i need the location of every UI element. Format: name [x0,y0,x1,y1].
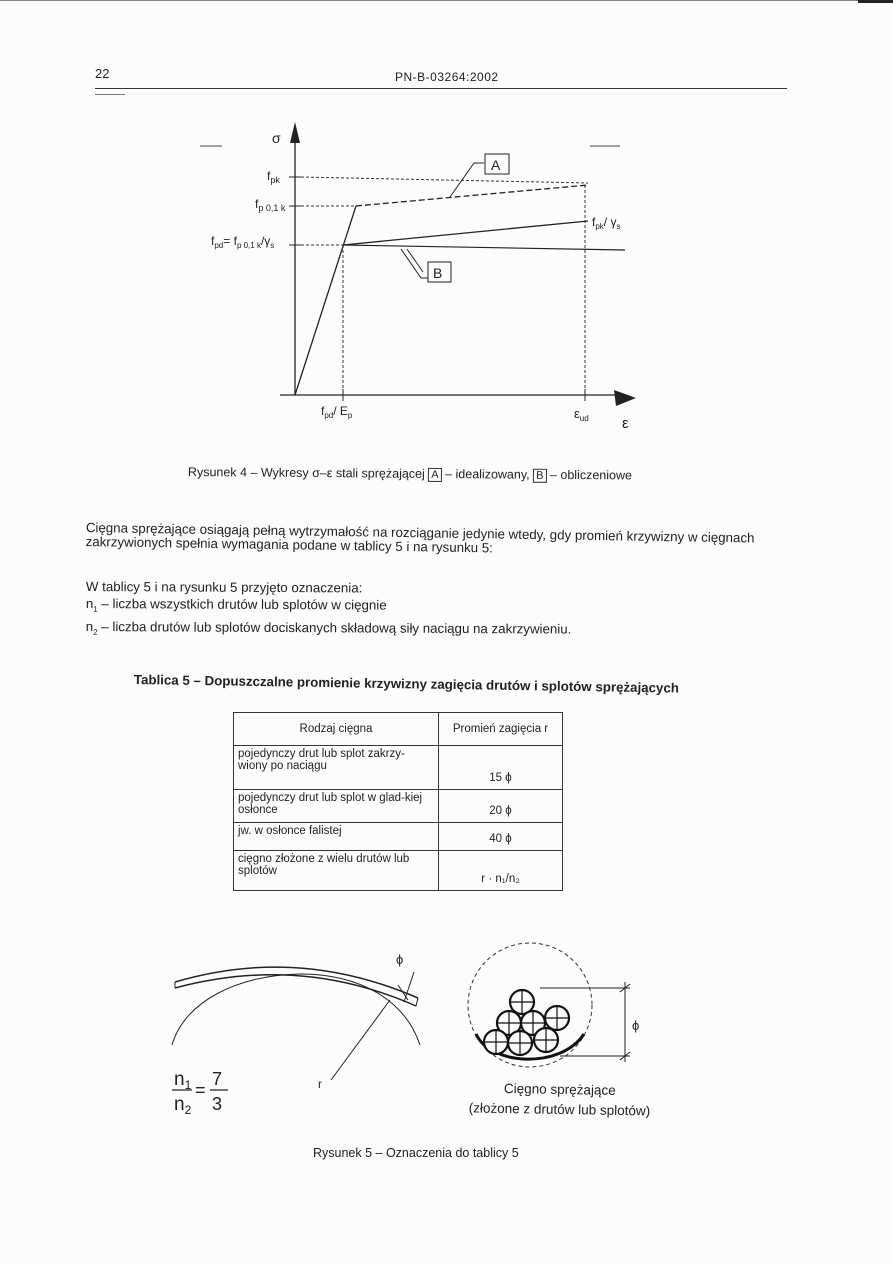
table5-title: Tablica 5 – Dopuszczalne promienie krzywizny zagięcia drutów i splotów sprężających [133,672,680,696]
table5 [233,712,563,891]
page-number: 22 [95,66,110,81]
phi-leader [404,972,414,1002]
svg-text:B: B [433,265,443,281]
ratio-eq: = [195,1080,206,1100]
label-fp01k: $f_{p 0,1 k}$ [255,197,286,213]
sigma-label: σ [272,130,281,146]
notation-list [86,578,786,644]
tendon-lower [175,975,416,1006]
notation-n2: $n_2$ – liczba drutów lub splotów dociskanych składową siły naciągu na zakrzywieniu. [85,618,572,637]
table-row: jw. w osłonce falistej 40 ϕ [234,823,563,851]
ratio-n1: $n_1$ [174,1069,192,1092]
table-header-row [234,713,563,746]
curve-B-design-flat [343,245,625,250]
sigma-axis-arrow [290,122,300,143]
label-eud: $\varepsilon_{ud}$ [574,406,589,423]
table-row: pojedynczy drut lub splot w glad-kiej osłonce 20 ϕ [234,790,563,823]
figure5-caption: Rysunek 5 – Oznaczenia do tablicy 5 [313,1146,519,1160]
header-type: Rodzaj cięgna [234,713,439,746]
ratio-n2: $n_2$ [174,1094,192,1117]
svg-text:A: A [491,157,501,173]
header-radius: Promień zagięcia r [439,713,563,746]
label-fpk-gamma: $f_{pk}/$ $\gamma_s$ [592,215,621,231]
curve-A-idealized [356,185,588,206]
figure4-caption: Rysunek 4 – Wykresy σ–ε stali sprężającej A – idealizowany, B – obliczeniowe [187,465,633,483]
radius-label: r [318,1077,322,1091]
svg-text:ϕ: ϕ [396,952,404,967]
curve-B-design-rising [343,221,588,245]
figure5-drawing [0,930,893,1130]
ratio-num: 7 [212,1069,223,1089]
notation-intro: W tablicy 5 i na rysunku 5 przyjęto oznaczenia: [85,579,363,596]
standard-code: PN-B-03264:2002 [395,70,499,84]
table-row: cięgno złożone z wielu drutów lub splotów r · n₁/n₂ [234,851,563,891]
leader-B [401,249,428,278]
epsilon-axis-arrow [614,390,636,406]
epsilon-label: ε [622,415,629,432]
label-fpd-def: $f_{pd}= f_{p 0,1 k}/\gamma_s$ [211,234,275,250]
label-fpk: $f_{pk}$ [267,169,280,185]
fpk-dashed [301,177,588,183]
table-row: pojedynczy drut lub splot zakrzy-wiony po naciągu 15 ϕ [234,746,563,790]
label-fpd-ep: $f_{pd}/$ $E_p$ [321,404,353,420]
notation-n1: $n_1$ – liczba wszystkich drutów lub splotów w cięgnie [85,595,387,614]
tendon-label: Cięgno sprężające (złożone z drutów lub splotów) [468,1080,651,1119]
figure4-stress-strain-diagram [0,0,893,500]
radius-line [331,1000,390,1080]
ratio-den: 3 [212,1094,223,1114]
paragraph-tendon-strength: Cięgna sprężające osiągają pełną wytrzymałość na rozciąganie jedynie wtedy, gdy promień krzywizny w cięgnach zakrzywionych spełnia wymagania podane w tablicy 5 i na rysunku 5: [85,520,755,556]
elastic-line [295,206,356,395]
phi-dimension-label: ϕ [632,1018,640,1033]
